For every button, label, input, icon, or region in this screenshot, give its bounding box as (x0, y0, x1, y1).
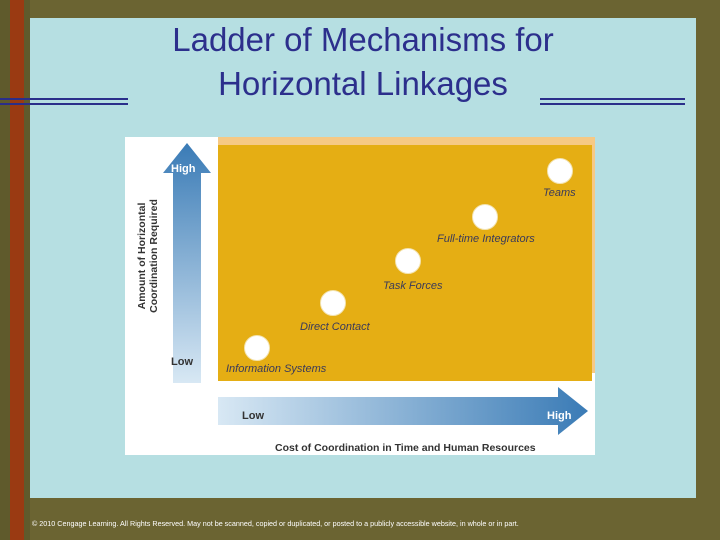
mechanism-dot-teams (547, 158, 573, 184)
horizontal-arrow (218, 385, 590, 437)
mechanism-label-direct-contact: Direct Contact (300, 321, 370, 333)
y-axis-label-line-2: Coordination Required (148, 199, 160, 313)
x-axis-high: High (547, 410, 572, 422)
title-rule-left-2 (0, 103, 128, 105)
y-axis-low: Low (171, 356, 193, 368)
x-axis-low: Low (242, 410, 264, 422)
y-axis-label-line-1: Amount of Horizontal (136, 202, 148, 310)
mechanism-label-teams: Teams (543, 187, 576, 199)
vertical-arrow (161, 143, 217, 383)
title-rule-right-2 (540, 103, 685, 105)
left-red-stripe (10, 0, 24, 540)
title-rule-left (0, 98, 128, 100)
mechanism-label-full-time-integrators: Full-time Integrators (437, 233, 535, 245)
mechanism-dot-full-time-integrators (472, 204, 498, 230)
mechanism-dot-direct-contact (320, 290, 346, 316)
mechanism-dot-information-systems (244, 335, 270, 361)
slide-title (30, 18, 696, 106)
y-axis-label (136, 171, 160, 341)
title-rule-right (540, 98, 685, 100)
copyright-footer: © 2010 Cengage Learning. All Rights Reserved. May not be scanned, copied or duplicated, or posted to a publicly accessible website, in whole or in part. (32, 519, 519, 528)
title-line-2: Horizontal Linkages (218, 65, 508, 102)
mechanism-label-task-forces: Task Forces (383, 280, 443, 292)
mechanism-dot-task-forces (395, 248, 421, 274)
x-axis-label: Cost of Coordination in Time and Human Resources (275, 442, 536, 454)
mechanism-label-information-systems: Information Systems (226, 363, 327, 375)
title-line-1: Ladder of Mechanisms for (172, 21, 554, 58)
ladder-diagram (125, 137, 595, 455)
y-axis-high: High (171, 163, 196, 175)
